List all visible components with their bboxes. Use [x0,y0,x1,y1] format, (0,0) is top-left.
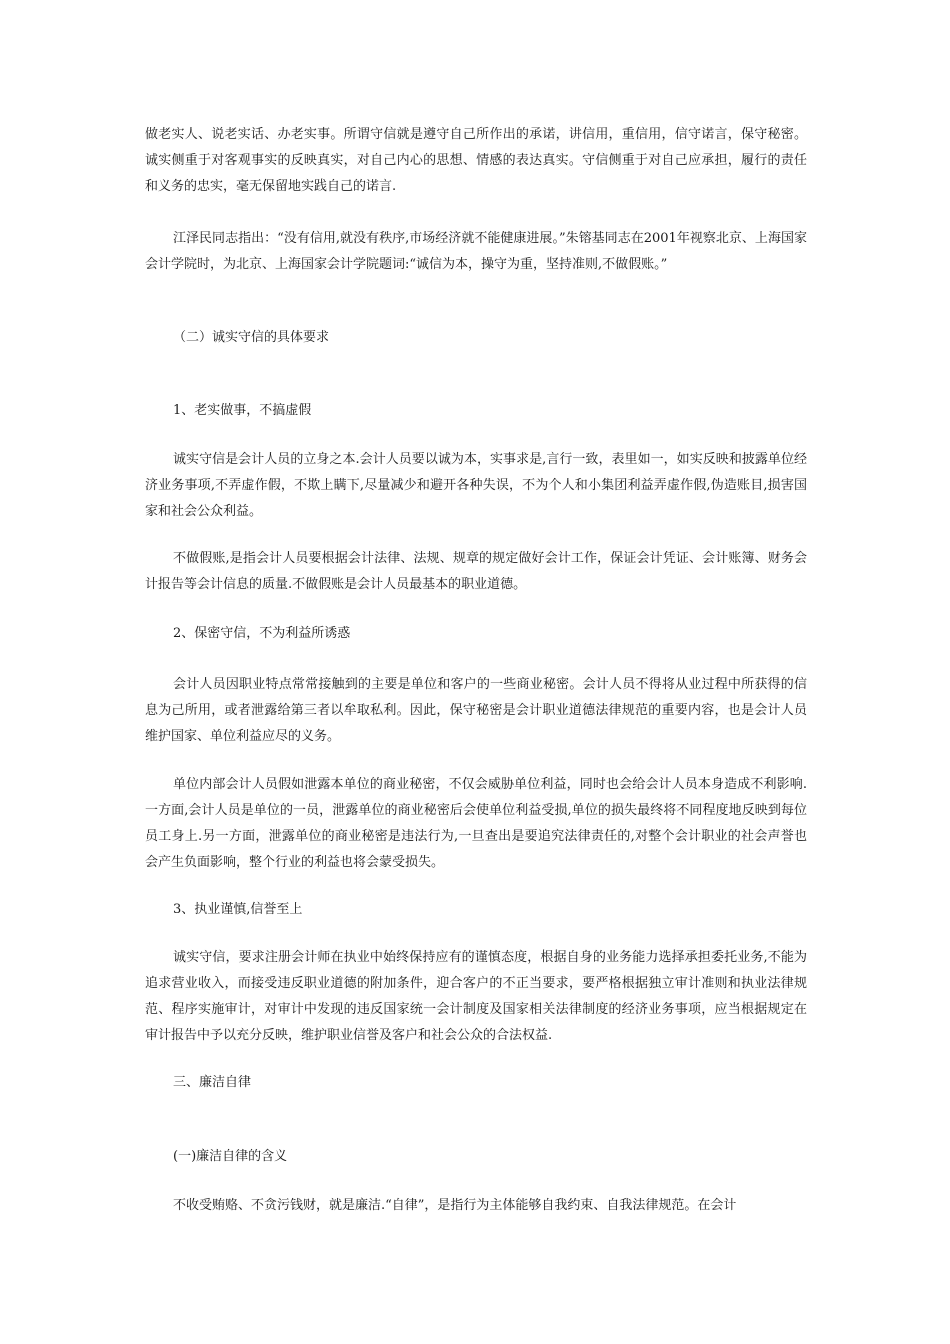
section-heading-requirements: （二）诚实守信的具体要求 [173,330,330,345]
paragraph-quotation: 江泽民同志指出：“没有信用,就没有秩序,市场经济就不能健康进展。”朱镕基同志在2001年视察北京、上海国家会计学院时，为北京、上海国家会计学院题词:“诚信为本，操守为重，坚持准则,不做假账。” [145,231,807,272]
section-heading-integrity: 三、廉洁自律 [173,1075,252,1090]
paragraph-no-false-accounts: 不做假账,是指会计人员要根据会计法律、法规、规章的规定做好会计工作，保证会计凭证、会计账簿、财务会计报告等会计信息的质量.不做假账是会计人员最基本的职业道德。 [145,551,807,592]
paragraph-prudence: 诚实守信，要求注册会计师在执业中始终保持应有的谨慎态度，根据自身的业务能力选择承担委托业务,不能为追求营业收入，而接受违反职业道德的附加条件，迎合客户的不正当要求，要严格根据独立审计准则和执业法律规范、程序实施审计，对审计中发现的违反国家统一会计制度及国家相关法律制度的经济业务事项，应当根据规定在审计报告中予以充分反映，维护职业信誉及客户和社会公众的合法权益. [145,950,807,1043]
paragraph-honesty-definition: 做老实人、说老实话、办老实事。所谓守信就是遵守自己所作出的承诺，讲信用，重信用，信守诺言，保守秘密。诚实侧重于对客观事实的反映真实，对自己内心的思想、情感的表达真实。守信侧重于对自己应承担，履行的责任和义务的忠实，毫无保留地实践自己的诺言. [145,127,807,194]
paragraph-integrity-definition: 不收受贿赂、不贪污钱财，就是廉洁.“自律”，是指行为主体能够自我约束、自我法律规范。在会计 [173,1198,737,1213]
subheading-integrity-meaning: (一)廉洁自律的含义 [173,1149,288,1164]
paragraph-confidentiality: 会计人员因职业特点常常接触到的主要是单位和客户的一些商业秘密。会计人员不得将从业过程中所获得的信息为己所用，或者泄露给第三者以牟取私利。因此，保守秘密是会计职业道德法律规范的重要内容，也是会计人员维护国家、单位利益应尽的义务。 [145,677,807,744]
subheading-3: 3、执业谨慎,信誉至上 [173,902,303,917]
paragraph-leak-consequences: 单位内部会计人员假如泄露本单位的商业秘密，不仅会威胁单位利益，同时也会给会计人员本身造成不利影响.一方面,会计人员是单位的一员，泄露单位的商业秘密后会使单位利益受损,单位的损失最终将不同程度地反映到每位员工身上.另一方面，泄露单位的商业秘密是违法行为,一旦查出是要追究法律责任的,对整个会计职业的社会声誉也会产生负面影响，整个行业的利益也将会蒙受损失。 [145,777,807,870]
subheading-2: 2、保密守信，不为利益所诱惑 [173,626,351,641]
paragraph-foundation: 诚实守信是会计人员的立身之本.会计人员要以诚为本，实事求是,言行一致，表里如一，如实反映和披露单位经济业务事项,不弄虚作假，不欺上瞒下,尽量减少和避开各种失误，不为个人和小集团利益弄虚作假,伪造账目,损害国家和社会公众利益。 [145,452,807,519]
subheading-1: 1、老实做事，不搞虚假 [173,403,312,418]
